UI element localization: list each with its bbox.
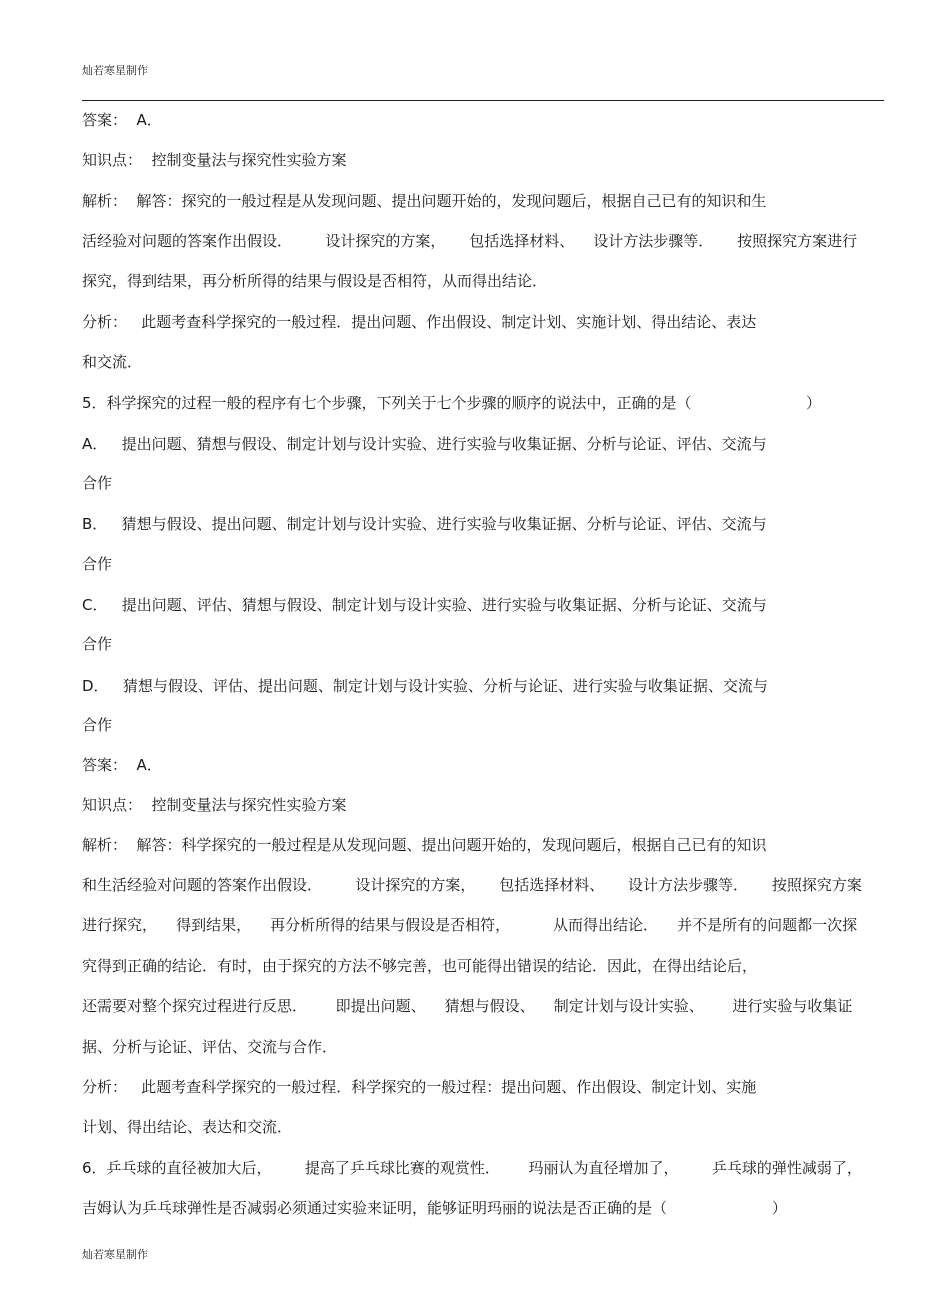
- analysis-line: 计划、得出结论、表达和交流．: [82, 1118, 293, 1136]
- page-footer: 灿若寒星制作: [82, 1248, 148, 1261]
- question-6-stem: 吉姆认为乒乓球弹性是否减弱必须通过实验来证明，能够证明玛丽的说法是否正确的是（ ）: [82, 1199, 787, 1217]
- knowledge-point-line: 知识点： 控制变量法与探究性实验方案: [82, 796, 347, 814]
- question-5-stem: 5．科学探究的过程一般的程序有七个步骤，下列关于七个步骤的顺序的说法中，正确的是（ ）: [82, 394, 821, 412]
- option-d-continued: 合作: [82, 716, 113, 734]
- analysis-line: 分析： 此题考查科学探究的一般过程．科学探究的一般过程：提出问题、作出假设、制定计划、实施: [82, 1078, 757, 1096]
- explanation-line: 和生活经验对问题的答案作出假设． 设计探究的方案， 包括选择材料、 设计方法步骤等． 按照探究方案: [82, 876, 862, 894]
- option-a: A． 提出问题、猜想与假设、制定计划与设计实验、进行实验与收集证据、分析与论证、评估、交流与: [82, 435, 767, 453]
- explanation-line: 活经验对问题的答案作出假设． 设计探究的方案， 包括选择材料、 设计方法步骤等． 按照探究方案进行: [82, 232, 858, 250]
- question-6-stem: 6．乒乓球的直径被加大后， 提高了乒乓球比赛的观赏性． 玛丽认为直径增加了， 乒乓球的弹性减弱了，: [82, 1159, 862, 1177]
- explanation-line: 解析： 解答：探究的一般过程是从发现问题、提出问题开始的，发现问题后，根据自己已有的知识和生: [82, 192, 767, 210]
- explanation-line: 还需要对整个探究过程进行反思． 即提出问题、 猜想与假设、 制定计划与设计实验、 进行实验与收集证: [82, 997, 853, 1015]
- explanation-line: 探究，得到结果，再分析所得的结果与假设是否相符，从而得出结论．: [82, 272, 548, 290]
- option-b: B． 猜想与假设、提出问题、制定计划与设计实验、进行实验与收集证据、分析与论证、评估、交流与: [82, 515, 767, 533]
- answer-line: 答案： A．: [82, 756, 162, 774]
- option-a-continued: 合作: [82, 474, 113, 492]
- explanation-line: 据、分析与论证、评估、交流与合作．: [82, 1038, 338, 1056]
- explanation-line: 究得到正确的结论．有时，由于探究的方法不够完善，也可能得出错误的结论．因此，在得出结论后，: [82, 957, 758, 975]
- header-divider: [82, 100, 884, 101]
- page-header: 灿若寒星制作: [82, 64, 148, 77]
- option-b-continued: 合作: [82, 555, 113, 573]
- knowledge-point-line: 知识点： 控制变量法与探究性实验方案: [82, 151, 347, 169]
- option-c: C． 提出问题、评估、猜想与假设、制定计划与设计实验、进行实验与收集证据、分析与论证、交流与: [82, 596, 767, 614]
- option-d: D． 猜想与假设、评估、提出问题、制定计划与设计实验、分析与论证、进行实验与收集证据、交流与: [82, 677, 768, 695]
- analysis-line: 分析： 此题考查科学探究的一般过程．提出问题、作出假设、制定计划、实施计划、得出结论、表达: [82, 313, 757, 331]
- analysis-line: 和交流．: [82, 353, 143, 371]
- option-c-continued: 合作: [82, 635, 113, 653]
- explanation-line: 解析： 解答：科学探究的一般过程是从发现问题、提出问题开始的，发现问题后，根据自己已有的知识: [82, 836, 767, 854]
- explanation-line: 进行探究， 得到结果， 再分析所得的结果与假设是否相符， 从而得出结论． 并不是所有的问题都一次探: [82, 916, 858, 934]
- answer-line: 答案： A．: [82, 111, 162, 129]
